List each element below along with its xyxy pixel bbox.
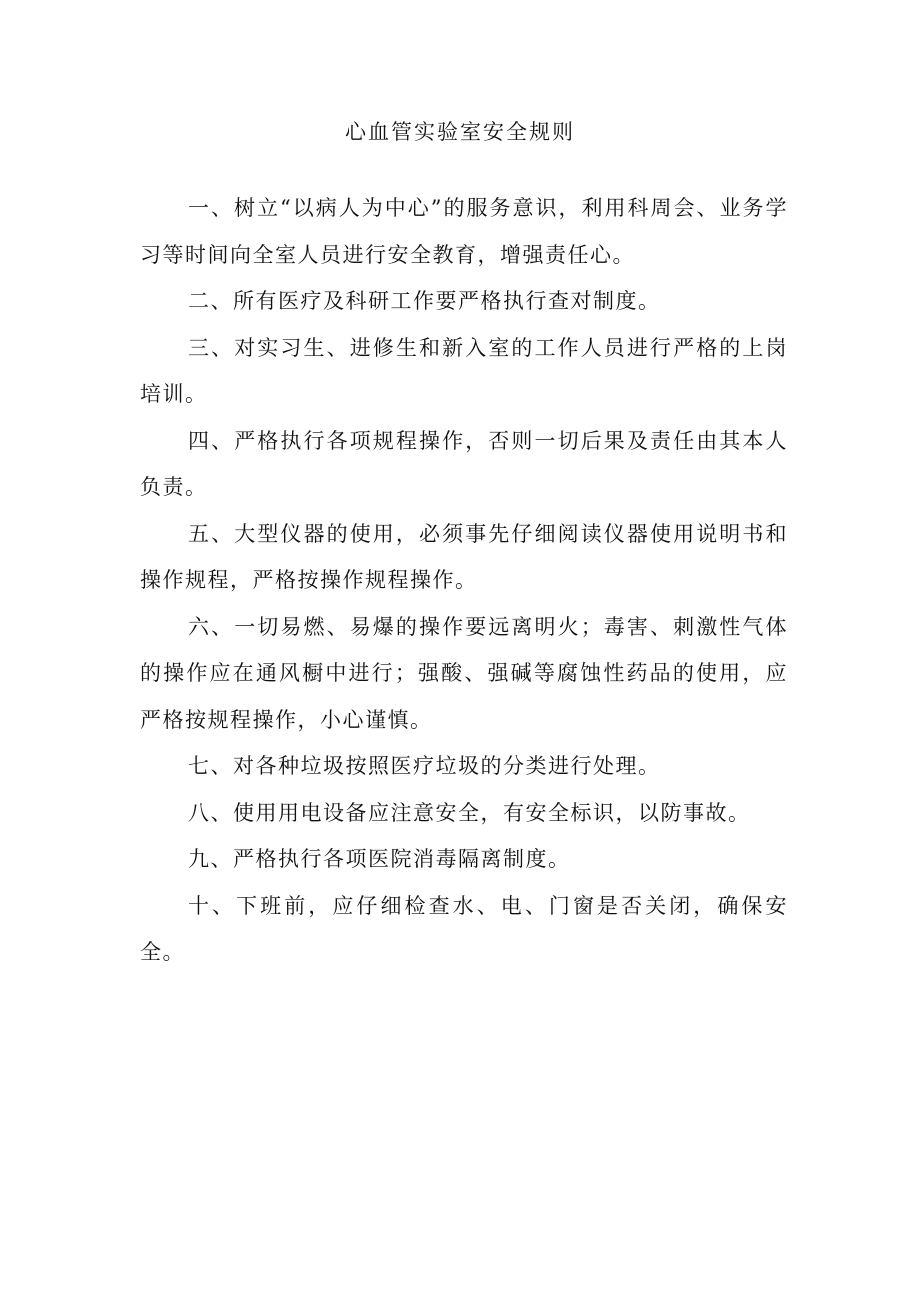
rule-paragraph-1: 一、树立“以病人为中心”的服务意识，利用科周会、业务学习等时间向全室人员进行安全教育，增强责任心。 <box>140 196 788 267</box>
rule-paragraph-9: 九、严格执行各项医院消毒隔离制度。 <box>188 847 571 871</box>
rules-list <box>140 185 788 976</box>
rule-paragraph-8: 八、使用用电设备应注意安全，有安全标识，以防事故。 <box>188 800 751 825</box>
rule-paragraph-2: 二、所有医疗及科研工作要严格执行查对制度。 <box>188 289 661 313</box>
rule-paragraph-6: 六、一切易燃、易爆的操作要远离明火；毒害、刺激性气体的操作应在通风橱中进行；强酸、强碱等腐蚀性药品的使用，应严格按规程操作，小心谨慎。 <box>140 614 788 732</box>
rule-paragraph-5: 五、大型仪器的使用，必须事先仔细阅读仪器使用说明书和操作规程，严格按操作规程操作。 <box>140 521 788 592</box>
rule-paragraph-10: 十、下班前，应仔细检查水、电、门窗是否关闭，确保安全。 <box>140 893 788 964</box>
rule-paragraph-3: 三、对实习生、进修生和新入室的工作人员进行严格的上岗培训。 <box>140 335 788 406</box>
rule-paragraph-7: 七、对各种垃圾按照医疗垃圾的分类进行处理。 <box>188 754 661 778</box>
document-title: 心血管实验室安全规则 <box>345 120 575 144</box>
rule-paragraph-4: 四、严格执行各项规程操作，否则一切后果及责任由其本人负责。 <box>140 428 788 499</box>
